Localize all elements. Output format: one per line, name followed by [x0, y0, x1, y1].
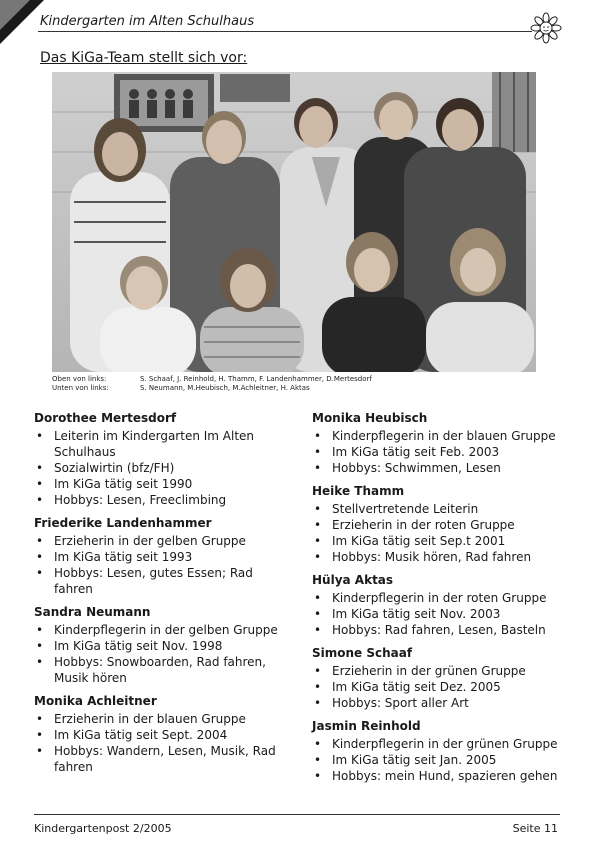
list-item: • Im KiGa tätig seit Jan. 2005 [312, 752, 572, 768]
list-item: • Hobbys: Wandern, Lesen, Musik, Rad fahren [34, 743, 284, 775]
photo-caption [52, 375, 536, 393]
list-item: • Kinderpflegerin in der gelben Gruppe [34, 622, 284, 638]
list-item: • Hobbys: mein Hund, spazieren gehen [312, 768, 572, 784]
list-item: • Im KiGa tätig seit Dez. 2005 [312, 679, 572, 695]
caption-bottom-label: Unten von links: [52, 384, 109, 392]
header-title: Kindergarten im Alten Schulhaus [40, 14, 255, 29]
list-item: • Hobbys: Lesen, Freeclimbing [34, 492, 284, 508]
person-entry [34, 410, 284, 508]
page-number: Seite 11 [512, 822, 558, 835]
person-name: Sandra Neumann [34, 605, 151, 619]
caption-bottom-names: S. Neumann, M.Heubisch, M.Achleitner, H. Aktas [140, 384, 310, 392]
list-item: • Hobbys: Sport aller Art [312, 695, 572, 711]
person-entry [312, 483, 572, 565]
left-column [34, 410, 284, 782]
list-item: • Sozialwirtin (bfz/FH) [34, 460, 284, 476]
person-entry [312, 718, 572, 784]
person-entry [34, 693, 284, 775]
person-entry [34, 604, 284, 686]
right-column [312, 410, 572, 791]
person-entry [312, 572, 572, 638]
section-title: Das KiGa-Team stellt sich vor: [40, 50, 248, 66]
person-entry [312, 645, 572, 711]
person-name: Dorothee Mertesdorf [34, 411, 177, 425]
list-item: • Hobbys: Rad fahren, Lesen, Basteln [312, 622, 572, 638]
list-item: • Stellvertretende Leiterin [312, 501, 572, 517]
footer-publication: Kindergartenpost 2/2005 [34, 822, 172, 835]
person-entry [34, 515, 284, 597]
list-item: • Hobbys: Snowboarden, Rad fahren, Musik hören [34, 654, 284, 686]
list-item: • Hobbys: Lesen, gutes Essen; Rad fahren [34, 565, 284, 597]
page-corner-shade [0, 0, 30, 30]
list-item: • Erzieherin in der blauen Gruppe [34, 711, 284, 727]
person-name: Heike Thamm [312, 484, 405, 498]
list-item: • Erzieherin in der gelben Gruppe [34, 533, 284, 549]
caption-top-names: S. Schaaf, J. Reinhold, H. Thamm, F. Landenhammer, D.Mertesdorf [140, 375, 372, 383]
person-name: Monika Heubisch [312, 411, 428, 425]
footer-rule [34, 814, 560, 815]
flower-logo-icon [530, 12, 562, 44]
list-item: • Im KiGa tätig seit Sept. 2004 [34, 727, 284, 743]
list-item: • Hobbys: Schwimmen, Lesen [312, 460, 572, 476]
person-name: Hülya Aktas [312, 573, 394, 587]
header-rule [38, 31, 532, 32]
list-item: • Kinderpflegerin in der grünen Gruppe [312, 736, 572, 752]
list-item: • Erzieherin in der roten Gruppe [312, 517, 572, 533]
list-item: • Hobbys: Musik hören, Rad fahren [312, 549, 572, 565]
person-name: Simone Schaaf [312, 646, 413, 660]
person-name: Jasmin Reinhold [312, 719, 421, 733]
person-entry [312, 410, 572, 476]
list-item: • Im KiGa tätig seit Nov. 1998 [34, 638, 284, 654]
list-item: • Im KiGa tätig seit 1990 [34, 476, 284, 492]
list-item: • Im KiGa tätig seit Sep.t 2001 [312, 533, 572, 549]
list-item: • Leiterin im Kindergarten Im Alten Schulhaus [34, 428, 284, 460]
caption-top-label: Oben von links: [52, 375, 107, 383]
person-name: Monika Achleitner [34, 694, 157, 708]
list-item: • Erzieherin in der grünen Gruppe [312, 663, 572, 679]
person-name: Friederike Landenhammer [34, 516, 212, 530]
list-item: • Kinderpflegerin in der roten Gruppe [312, 590, 572, 606]
list-item: • Im KiGa tätig seit Feb. 2003 [312, 444, 572, 460]
list-item: • Im KiGa tätig seit 1993 [34, 549, 284, 565]
list-item: • Im KiGa tätig seit Nov. 2003 [312, 606, 572, 622]
list-item: • Kinderpflegerin in der blauen Gruppe [312, 428, 572, 444]
team-photo [52, 72, 536, 372]
